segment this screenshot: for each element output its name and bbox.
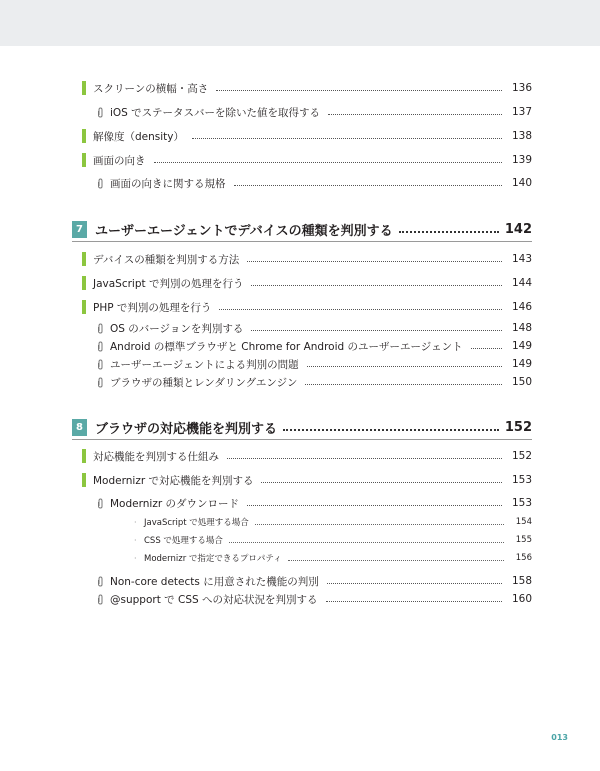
chapter-number-badge: 7 (72, 221, 87, 238)
toc-subentry[interactable]: · JavaScript で処理する場合 154 (134, 517, 532, 528)
entry-bar (82, 473, 86, 487)
toc-entry[interactable]: 画面の向き 139 (93, 154, 532, 167)
chapter-title: ブラウザの対応機能を判別する (95, 421, 278, 437)
toc-entry[interactable]: Android の標準ブラウザと Chrome for Android のユーザーエージェント 149 (96, 337, 532, 355)
entry-bar (82, 153, 86, 167)
bullet-dot-icon: · (134, 517, 137, 527)
paperclip-icon (96, 178, 105, 189)
chapter-rule (72, 439, 532, 440)
toc-entry[interactable]: PHP で判別の処理を行う 146 (93, 301, 532, 314)
toc-subentry[interactable]: · Modernizr で指定できるプロパティ 156 (134, 553, 532, 564)
toc-entry[interactable]: Non-core detects に用意された機能の判別 158 (96, 572, 532, 590)
toc-entry[interactable]: ブラウザの種類とレンダリングエンジン 150 (96, 373, 532, 391)
toc-entry[interactable]: デバイスの種類を判別する方法 143 (93, 253, 532, 266)
bullet-dot-icon: · (134, 535, 137, 545)
paperclip-icon (96, 576, 105, 587)
chapter-heading[interactable]: 8 ブラウザの対応機能を判別する 152 (72, 416, 532, 438)
toc-entry[interactable]: 画面の向きに関する規格 140 (96, 174, 532, 192)
toc-entry[interactable]: @support で CSS への対応状況を判別する 160 (96, 590, 532, 608)
entry-bar (82, 129, 86, 143)
chapter-title: ユーザーエージェントでデバイスの種類を判別する (95, 223, 393, 239)
toc-subentry[interactable]: · CSS で処理する場合 155 (134, 535, 532, 546)
header-band (0, 0, 600, 46)
entry-bar (82, 81, 86, 95)
chapter-number-badge: 8 (72, 419, 87, 436)
toc-entry[interactable]: Modernizr のダウンロード 153 (96, 494, 532, 512)
toc-entry[interactable]: 解像度（density） 138 (93, 130, 532, 143)
toc-entry[interactable]: iOS でステータスバーを除いた値を取得する 137 (96, 103, 532, 121)
entry-bar (82, 300, 86, 314)
paperclip-icon (96, 341, 105, 352)
page-number: 013 (551, 733, 568, 742)
toc-entry[interactable]: 対応機能を判別する仕組み 152 (93, 450, 532, 463)
entry-bar (82, 276, 86, 290)
toc-entry[interactable]: Modernizr で対応機能を判別する 153 (93, 474, 532, 487)
entry-bar (82, 252, 86, 266)
chapter-rule (72, 241, 532, 242)
chapter-heading[interactable]: 7 ユーザーエージェントでデバイスの種類を判別する 142 (72, 218, 532, 240)
entry-bar (82, 449, 86, 463)
paperclip-icon (96, 107, 105, 118)
toc-entry[interactable]: ユーザーエージェントによる判別の問題 149 (96, 355, 532, 373)
paperclip-icon (96, 323, 105, 334)
toc-entry[interactable]: JavaScript で判別の処理を行う 144 (93, 277, 532, 290)
paperclip-icon (96, 359, 105, 370)
paperclip-icon (96, 377, 105, 388)
paperclip-icon (96, 594, 105, 605)
toc-entry[interactable]: OS のバージョンを判別する 148 (96, 319, 532, 337)
paperclip-icon (96, 498, 105, 509)
bullet-dot-icon: · (134, 553, 137, 563)
toc-entry[interactable]: スクリーンの横幅・高さ 136 (93, 82, 532, 95)
